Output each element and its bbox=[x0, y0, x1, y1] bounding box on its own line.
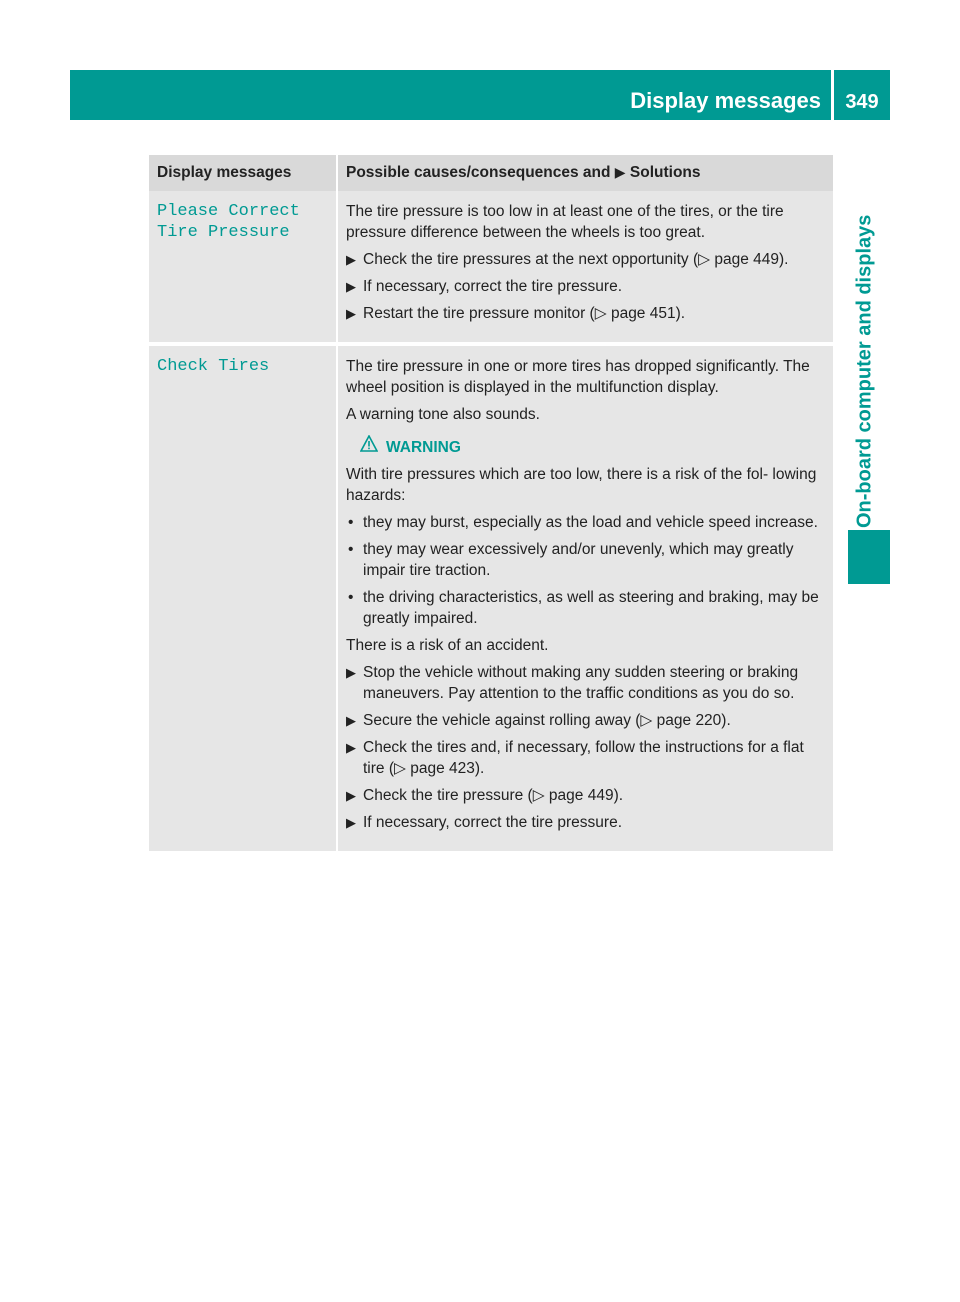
step-text: Check the tire pressures at the next opportunity (▷ page 449). bbox=[363, 251, 789, 268]
bullet-text: the driving characteristics, as well as steering and braking, may be greatly impaired. bbox=[363, 589, 819, 627]
cause-text: The tire pressure in one or more tires has dropped significantly. The wheel position is displayed in the multifunction display. bbox=[346, 358, 810, 396]
step-text: Check the tires and, if necessary, follow the instructions for a flat tire (▷ page 423). bbox=[363, 739, 804, 777]
page-header-title: Display messages bbox=[630, 88, 821, 113]
list-item bbox=[346, 587, 825, 629]
step-arrow-icon: ▶ bbox=[346, 788, 356, 803]
section-tab-marker bbox=[848, 530, 890, 584]
column-header-display-messages: Display messages bbox=[149, 155, 337, 191]
step-arrow-icon: ▶ bbox=[346, 665, 356, 680]
cause-text: The tire pressure is too low in at least one of the tires, or the tire pressure difference between the wheels is too great. bbox=[346, 203, 784, 241]
header-solutions-text: Solutions bbox=[629, 164, 701, 181]
list-item bbox=[346, 539, 825, 581]
risk-text: There is a risk of an accident. bbox=[346, 637, 549, 654]
warning-heading bbox=[360, 435, 825, 458]
cause-text: A warning tone also sounds. bbox=[346, 406, 540, 423]
step-text: Check the tire pressure (▷ page 449). bbox=[363, 787, 624, 804]
instruction-step bbox=[346, 785, 825, 806]
display-message-line: Tire Pressure bbox=[157, 223, 290, 242]
step-text: If necessary, correct the tire pressure. bbox=[363, 278, 623, 295]
warning-text: With tire pressures which are too low, there is a risk of the fol- lowing hazards: bbox=[346, 466, 817, 504]
instruction-step bbox=[346, 737, 825, 779]
step-text: If necessary, correct the tire pressure. bbox=[363, 814, 623, 831]
section-side-label: On-board computer and displays bbox=[853, 214, 876, 528]
instruction-step bbox=[346, 249, 825, 270]
bullet-text: they may burst, especially as the load and vehicle speed increase. bbox=[363, 514, 818, 531]
step-text: Secure the vehicle against rolling away (▷ page 220). bbox=[363, 712, 731, 729]
step-arrow-icon: ▶ bbox=[346, 252, 356, 267]
step-text: Restart the tire pressure monitor (▷ page 451). bbox=[363, 305, 686, 322]
message-cell bbox=[149, 191, 337, 344]
bullet-icon: • bbox=[348, 589, 354, 606]
list-item bbox=[346, 512, 825, 533]
table-row bbox=[149, 191, 833, 344]
warning-label: WARNING bbox=[386, 439, 461, 456]
header-causes-text: Possible causes/consequences and bbox=[346, 164, 611, 181]
step-arrow-icon: ▶ bbox=[346, 740, 356, 755]
page-number-box bbox=[834, 70, 890, 120]
table-header-row bbox=[149, 155, 833, 191]
warning-triangle-icon bbox=[360, 435, 378, 452]
page-number: 349 bbox=[845, 91, 879, 113]
step-arrow-icon: ▶ bbox=[346, 713, 356, 728]
solution-cell bbox=[337, 344, 833, 851]
display-message-line: Check Tires bbox=[157, 357, 270, 376]
play-arrow-icon: ▶ bbox=[614, 164, 626, 180]
step-arrow-icon: ▶ bbox=[346, 815, 356, 830]
bullet-icon: • bbox=[348, 541, 354, 558]
solution-cell bbox=[337, 191, 833, 344]
page-header-bar bbox=[70, 70, 831, 120]
column-header-solutions bbox=[337, 155, 833, 191]
instruction-step bbox=[346, 812, 825, 833]
display-message-line: Please Correct bbox=[157, 202, 300, 221]
bullet-text: they may wear excessively and/or unevenly, which may greatly impair tire traction. bbox=[363, 541, 794, 579]
instruction-step bbox=[346, 662, 825, 704]
message-cell bbox=[149, 344, 337, 851]
display-messages-table bbox=[149, 155, 833, 851]
step-arrow-icon: ▶ bbox=[346, 279, 356, 294]
instruction-step bbox=[346, 276, 825, 297]
instruction-step bbox=[346, 710, 825, 731]
bullet-icon: • bbox=[348, 514, 354, 531]
table-row bbox=[149, 344, 833, 851]
instruction-step bbox=[346, 303, 825, 324]
step-text: Stop the vehicle without making any sudden steering or braking maneuvers. Pay attention to the traffic conditions as you do so. bbox=[363, 664, 799, 702]
step-arrow-icon: ▶ bbox=[346, 306, 356, 321]
